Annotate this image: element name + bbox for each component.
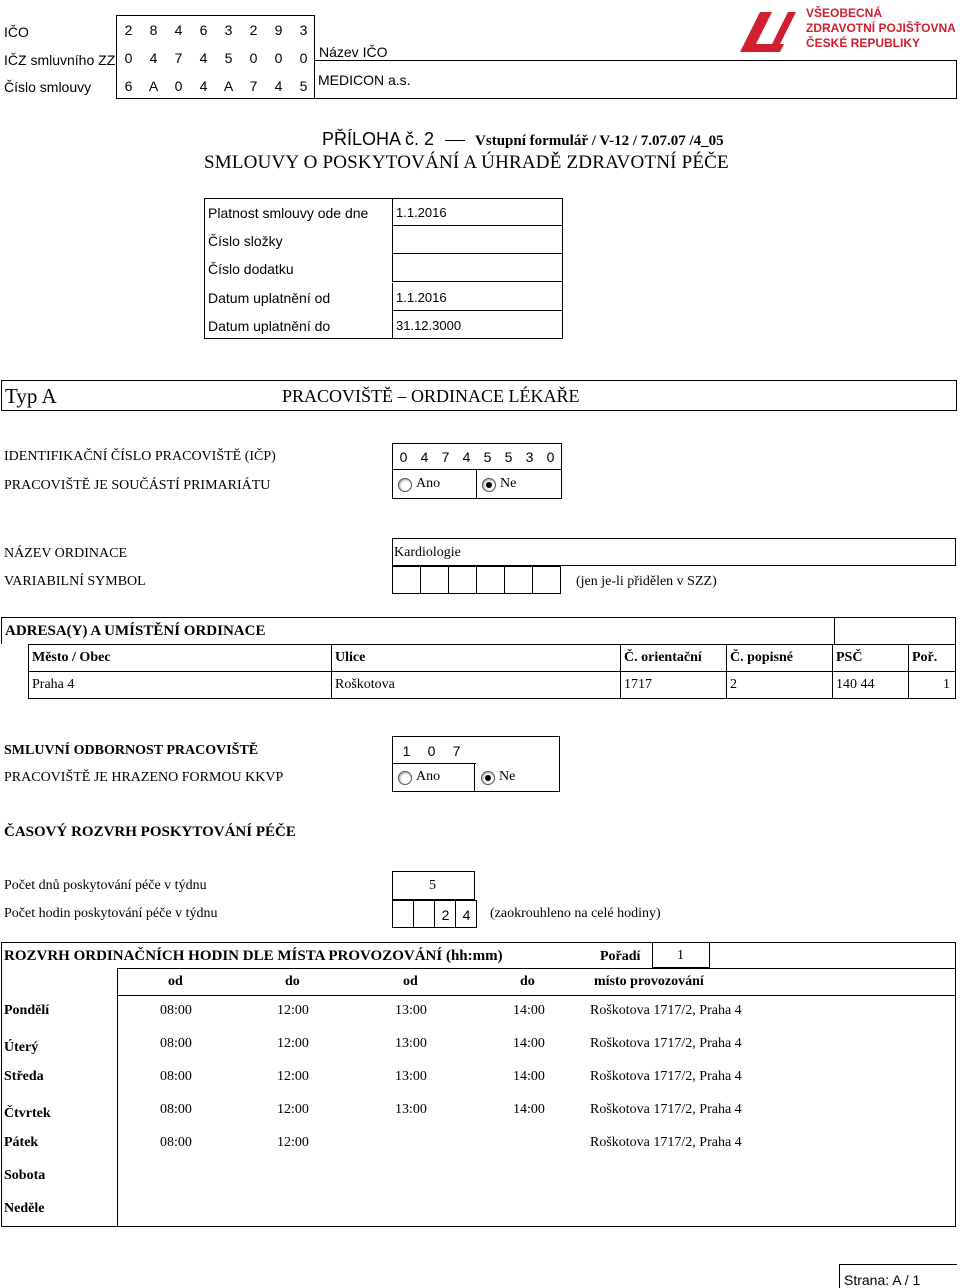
contract-digit: A: [223, 78, 234, 94]
address-column-divider: [620, 644, 621, 699]
icp-digit: 5: [504, 449, 513, 465]
contract-digit: 5: [299, 78, 308, 94]
contract-digit: A: [148, 78, 159, 94]
hours-table-heading: ROZVRH ORDINAČNÍCH HODIN DLE MÍSTA PROVOZOVÁNÍ (hh:mm): [4, 948, 503, 964]
validity-row-field[interactable]: [392, 311, 563, 339]
validity-row-label: Číslo složky: [208, 233, 283, 249]
hours-place-cell[interactable]: Roškotova 1717/2, Praha 4: [590, 1069, 742, 1084]
address-cell[interactable]: 1717: [624, 677, 652, 692]
days-per-week-label: Počet dnů poskytování péče v týdnu: [4, 878, 207, 893]
icp-digit: 0: [546, 449, 555, 465]
hours-per-week-note: (zaokrouhleno na celé hodiny): [490, 906, 661, 921]
hours-do1-cell[interactable]: 12:00: [277, 1036, 309, 1051]
validity-row-field[interactable]: [392, 254, 563, 282]
validity-row-label: Datum uplatnění do: [208, 318, 331, 334]
icp-digit: 7: [441, 449, 450, 465]
name-ico-box[interactable]: [315, 60, 957, 99]
hours-od2-cell[interactable]: 13:00: [395, 1102, 427, 1117]
address-column-header: Poř.: [912, 650, 938, 665]
ico-digit: 3: [299, 22, 308, 38]
validity-row-label: Platnost smlouvy ode dne: [208, 205, 369, 221]
hours-od2-cell[interactable]: 13:00: [395, 1036, 427, 1051]
hours-do2-cell[interactable]: 14:00: [513, 1069, 545, 1084]
hours-do1-cell[interactable]: 12:00: [277, 1003, 309, 1018]
hours-place-cell[interactable]: Roškotova 1717/2, Praha 4: [590, 1135, 742, 1150]
page-number: Strana: A / 1: [844, 1272, 921, 1288]
address-cell[interactable]: 2: [730, 677, 737, 692]
order-field[interactable]: [652, 943, 710, 968]
specialty-label: SMLUVNÍ ODBORNOST PRACOVIŠTĚ: [4, 743, 259, 758]
address-column-header: Č. orientační: [624, 650, 702, 665]
variable-symbol-label: VARIABILNÍ SYMBOL: [4, 574, 146, 589]
hours-place-cell[interactable]: Roškotova 1717/2, Praha 4: [590, 1003, 742, 1018]
hours-per-week-digit: 4: [462, 907, 471, 923]
validity-row-label: Číslo dodatku: [208, 261, 294, 277]
hours-do1-cell[interactable]: 12:00: [277, 1069, 309, 1084]
address-cell[interactable]: 1: [943, 677, 950, 692]
ico-digit: 3: [224, 22, 233, 38]
hours-column-header: od: [168, 974, 183, 989]
address-row-divider: [28, 671, 956, 672]
hours-od1-cell[interactable]: 08:00: [160, 1003, 192, 1018]
contract-digit: 7: [249, 78, 258, 94]
hours-od2-cell[interactable]: 13:00: [395, 1003, 427, 1018]
icp-digit: 0: [399, 449, 408, 465]
address-column-divider: [726, 644, 727, 699]
iczz-digit: 5: [224, 50, 233, 66]
iczz-digit: 7: [174, 50, 183, 66]
ico-digit: 6: [199, 22, 208, 38]
name-ico-value: MEDICON a.s.: [318, 72, 411, 88]
iczz-digit: 0: [299, 50, 308, 66]
hours-column-header: místo provozování: [594, 974, 704, 989]
primariat-yes-radio[interactable]: [398, 478, 412, 492]
address-column-header: Město / Obec: [32, 650, 111, 665]
hours-place-cell[interactable]: Roškotova 1717/2, Praha 4: [590, 1102, 742, 1117]
primariat-yes-label: Ano: [416, 476, 441, 491]
validity-row-value: 31.12.3000: [396, 318, 462, 333]
kkvp-yes-radio[interactable]: [398, 771, 412, 785]
hours-day-label: Úterý: [4, 1040, 39, 1055]
vzp-logo-line: VŠEOBECNÁ: [806, 6, 883, 20]
iczz-digit: 0: [124, 50, 133, 66]
type-label: Typ A: [5, 384, 57, 408]
validity-row-value: 1.1.2016: [396, 290, 447, 305]
hours-table-frame: [1, 942, 956, 1227]
hours-day-label: Středa: [4, 1069, 44, 1084]
hours-do2-cell[interactable]: 14:00: [513, 1102, 545, 1117]
specialty-digit: 7: [452, 743, 461, 759]
validity-row-value: 1.1.2016: [396, 205, 447, 220]
contract-digit: 4: [274, 78, 283, 94]
hours-day-label: Pondělí: [4, 1003, 50, 1018]
address-cell[interactable]: Roškotova: [335, 677, 395, 692]
ordinace-name-label: NÁZEV ORDINACE: [4, 546, 128, 561]
contract-number-label: Číslo smlouvy: [4, 79, 92, 95]
hours-do2-cell[interactable]: 14:00: [513, 1036, 545, 1051]
ico-digit: 4: [174, 22, 183, 38]
hours-per-week-cell[interactable]: [413, 900, 435, 928]
icp-divider: [392, 469, 562, 470]
vzp-logo-line: ZDRAVOTNÍ POJIŠŤOVNA: [806, 21, 956, 35]
address-heading-bar: [1, 617, 956, 644]
contract-digit: 6: [124, 78, 133, 94]
icp-digit: 4: [420, 449, 429, 465]
ico-label: IČO: [4, 24, 29, 40]
hours-per-week-cell[interactable]: [434, 900, 456, 928]
variable-symbol-cell[interactable]: [476, 566, 505, 594]
ordinace-name-field[interactable]: [392, 538, 956, 566]
address-column-header: Ulice: [335, 650, 366, 665]
variable-symbol-cell[interactable]: [420, 566, 449, 594]
iczz-digit: 0: [249, 50, 258, 66]
schedule-heading: ČASOVÝ ROZVRH POSKYTOVÁNÍ PÉČE: [4, 824, 296, 840]
hours-do1-cell[interactable]: 12:00: [277, 1102, 309, 1117]
address-column-header: Č. popisné: [730, 650, 794, 665]
contract-digit: 0: [174, 78, 183, 94]
icp-digit: 4: [462, 449, 471, 465]
order-value: 1: [677, 948, 684, 963]
kkvp-yes-label: Ano: [416, 769, 441, 784]
vzp-logo-text: [806, 6, 956, 51]
hours-per-week-digit: 2: [441, 907, 450, 923]
hours-od1-cell[interactable]: 08:00: [160, 1069, 192, 1084]
iczz-digit: 0: [274, 50, 283, 66]
type-bar: [1, 380, 957, 411]
days-per-week-field[interactable]: [392, 871, 475, 900]
validity-row-field[interactable]: [392, 198, 563, 226]
kkvp-label: PRACOVIŠTĚ JE HRAZENO FORMOU KKVP: [4, 770, 284, 785]
hours-day-label: Čtvrtek: [4, 1106, 51, 1121]
iczz-digit: 4: [199, 50, 208, 66]
kkvp-no-radio[interactable]: [481, 771, 495, 785]
validity-row-field[interactable]: [392, 226, 563, 254]
page-number-box: [839, 1264, 957, 1288]
primariat-divider: [476, 469, 477, 499]
specialty-digit: 0: [427, 743, 436, 759]
validity-row-field[interactable]: [392, 283, 563, 311]
iczz-label: IČZ smluvního ZZ: [4, 52, 116, 68]
hours-column-header: do: [520, 974, 535, 989]
hours-per-week-cell[interactable]: [455, 900, 477, 928]
name-ico-label: Název IČO: [319, 44, 388, 60]
contract-digit: 4: [199, 78, 208, 94]
address-column-divider: [331, 644, 332, 699]
hours-day-label: Sobota: [4, 1168, 46, 1183]
order-label: Pořadí: [600, 949, 641, 964]
hours-day-column-line: [117, 968, 118, 1227]
hours-place-cell[interactable]: Roškotova 1717/2, Praha 4: [590, 1036, 742, 1051]
address-heading: ADRESA(Y) A UMÍSTĚNÍ ORDINACE: [5, 623, 266, 639]
hours-do2-cell[interactable]: 14:00: [513, 1003, 545, 1018]
title-line-1: [322, 128, 724, 152]
hours-od1-cell[interactable]: 08:00: [160, 1135, 192, 1150]
ico-digit: 9: [274, 22, 283, 38]
title-form-code: Vstupní formulář / V-12 / 7.07.07 /4_05: [475, 133, 724, 149]
title-line-2: SMLOUVY O POSKYTOVÁNÍ A ÚHRADĚ ZDRAVOTNÍ PÉČE: [204, 152, 729, 173]
ico-digit: 2: [249, 22, 258, 38]
hours-per-week-label: Počet hodin poskytování péče v týdnu: [4, 906, 218, 921]
days-per-week-value: 5: [429, 878, 436, 893]
ordinace-name-value: Kardiologie: [394, 545, 461, 560]
kkvp-divider: [474, 763, 475, 792]
hours-column-header: od: [403, 974, 418, 989]
variable-symbol-cell[interactable]: [392, 566, 421, 594]
variable-symbol-cell[interactable]: [504, 566, 533, 594]
address-cell[interactable]: Praha 4: [32, 677, 75, 692]
primariat-no-radio[interactable]: [482, 478, 496, 492]
vzp-logo-icon: [738, 8, 798, 54]
hours-od1-cell[interactable]: 08:00: [160, 1102, 192, 1117]
hours-day-label: Neděle: [4, 1201, 45, 1216]
ico-digit: 8: [149, 22, 158, 38]
hours-column-header: do: [285, 974, 300, 989]
kkvp-no-label: Ne: [499, 769, 516, 784]
icp-digit: 5: [483, 449, 492, 465]
address-heading-divider: [834, 618, 835, 644]
type-title: PRACOVIŠTĚ – ORDINACE LÉKAŘE: [282, 386, 580, 406]
address-column-header: PSČ: [836, 650, 863, 665]
vzp-logo-line: ČESKÉ REPUBLIKY: [806, 36, 921, 50]
hours-header-top-line: [117, 968, 956, 969]
hours-per-week-cell[interactable]: [392, 900, 414, 928]
icp-label: IDENTIFIKAČNÍ ČÍSLO PRACOVIŠTĚ (IČP): [4, 449, 276, 464]
variable-symbol-cell[interactable]: [532, 566, 561, 594]
ico-digit: 2: [124, 22, 133, 38]
address-column-divider: [832, 644, 833, 699]
hours-do1-cell[interactable]: 12:00: [277, 1135, 309, 1150]
variable-symbol-note: (jen je-li přidělen v SZZ): [576, 574, 717, 589]
specialty-divider: [392, 763, 476, 764]
primariat-label: PRACOVIŠTĚ JE SOUČÁSTÍ PRIMARIÁTU: [4, 478, 271, 493]
title-dash: [445, 140, 465, 141]
hours-od2-cell[interactable]: 13:00: [395, 1069, 427, 1084]
vzp-logo: [738, 6, 958, 54]
variable-symbol-cell[interactable]: [448, 566, 477, 594]
iczz-digit: 4: [149, 50, 158, 66]
specialty-digit: 1: [402, 743, 411, 759]
hours-header-bottom-line: [117, 995, 956, 996]
icp-digit: 3: [525, 449, 534, 465]
hours-day-label: Pátek: [4, 1135, 39, 1150]
title-annex: PŘÍLOHA č. 2: [322, 129, 435, 149]
validity-row-label: Datum uplatnění od: [208, 290, 331, 306]
address-cell[interactable]: 140 44: [836, 677, 875, 692]
hours-od1-cell[interactable]: 08:00: [160, 1036, 192, 1051]
primariat-no-label: Ne: [500, 476, 517, 491]
